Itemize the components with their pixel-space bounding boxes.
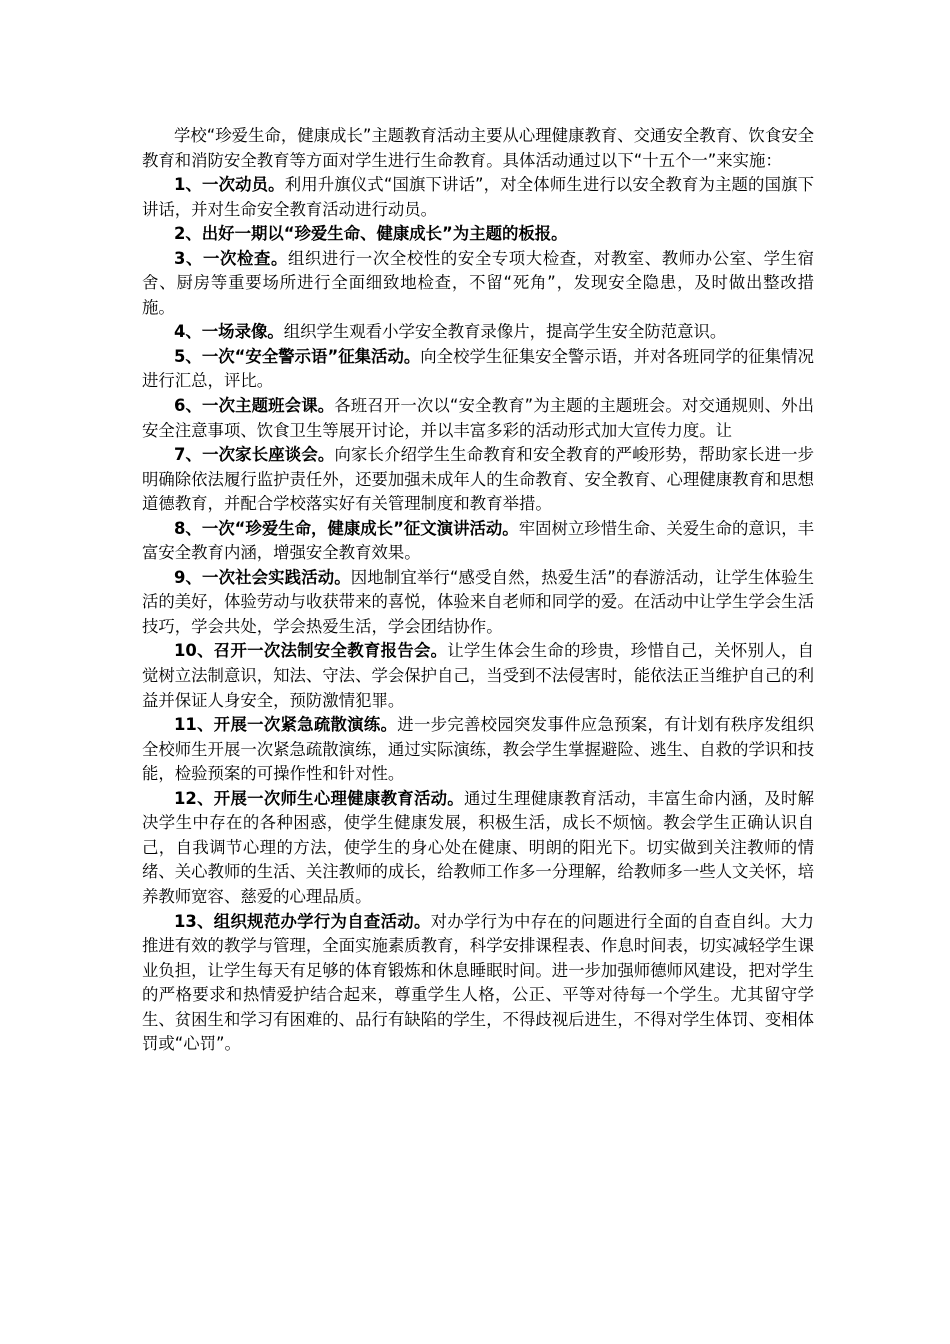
item-heading: 11、开展一次紧急疏散演练。 [174,715,398,735]
intro-paragraph: 学校“珍爱生命，健康成长”主题教育活动主要从心理健康教育、交通安全教育、饮食安全教育和消防安全教育等方面对学生进行生命教育。具体活动通过以下“十五个一”来实施： [142,126,814,170]
item-heading: 5、一次“安全警示语”征集活动。 [174,346,421,366]
list-item [142,320,814,345]
item-heading: 7、一次家长座谈会。 [174,445,335,465]
item-heading: 8、一次“珍爱生命，健康成长”征文演讲活动。 [174,518,519,538]
item-body: 利用升旗仪式“国旗下讲话”，对全体师生进行以安全教育为主题的国旗下讲话，并对生命安全教育活动进行动员。 [142,175,815,219]
list-item [142,345,814,394]
list-item [142,222,814,247]
item-body: 因地制宜举行“感受自然，热爱生活”的春游活动，让学生体验生活的美好，体验劳动与收获带来的喜悦，体验来自老师和同学的爱。在活动中让学生学会生活技巧，学会共处，学会热爱生活，学会团结协作。 [142,567,815,636]
list-item [142,247,814,321]
list-item [142,173,814,222]
list-item [142,566,814,640]
item-body: 对办学行为中存在的问题进行全面的自查自纠。大力推进有效的教学与管理，全面实施素质教育，科学安排课程表、作息时间表，切实减轻学生课业负担，让学生每天有足够的体育锻炼和休息睡眠时间。进一步加强师德师风建设，把对学生的严格要求和热情爱护结合起来，尊重学生人格，公正、平等对待每一个学生。尤其留守学生、贫困生和学习有困难的、品行有缺陷的学生，不得歧视后进生，不得对学生体罚、变相体罚或“心罚”。 [142,911,815,1054]
list-item [142,443,814,517]
document-page [142,124,814,1057]
item-body: 组织学生观看小学安全教育录像片，提高学生安全防范意识。 [283,322,727,342]
item-heading: 13、组织规范办学行为自查活动。 [174,911,431,931]
item-heading: 10、召开一次法制安全教育报告会。 [174,641,448,661]
item-body: 向全校学生征集安全警示语，并对各班同学的征集情况进行汇总，评比。 [142,346,815,391]
item-body: 通过生理健康教育活动，丰富生命内涵，及时解决学生中存在的各种困惑，使学生健康发展，积极生活，成长不烦恼。教会学生正确认识自己，自我调节心理的方法，使学生的身心处在健康、明朗的阳光下。切实做到关注教师的情绪、关心教师的生活、关注教师的成长，给教师工作多一分理解，给教师多一些人文关怀，培养教师宽容、慈爱的心理品质。 [142,788,815,906]
item-body: 各班召开一次以“安全教育”为主题的主题班会。对交通规则、外出安全注意事项、饮食卫生等展开讨论，并以丰富多彩的活动形式加大宣传力度。让 [142,396,815,440]
item-heading: 3、一次检查。 [174,248,288,268]
list-item [142,787,814,910]
item-heading: 2、出好一期以“珍爱生命、健康成长”为主题的板报。 [174,224,568,244]
item-body: 让学生体会生命的珍贵，珍惜自己，关怀别人，自觉树立法制意识，知法、守法、学会保护自己，当受到不法侵害时，能依法正当维护自己的利益并保证人身安全，预防激情犯罪。 [142,641,815,710]
list-item [142,713,814,787]
item-body: 牢固树立珍惜生命、关爱生命的意识，丰富安全教育内涵，增强安全教育效果。 [142,518,815,563]
list-item [142,639,814,713]
item-body: 向家长介绍学生生命教育和安全教育的严峻形势，帮助家长进一步明确除依法履行监护责任外，还要加强未成年人的生命教育、安全教育、心理健康教育和思想道德教育，并配合学校落实好有关管理制度和教育举措。 [142,445,815,514]
list-item [142,517,814,566]
item-body: 组织进行一次全校性的安全专项大检查，对教室、教师办公室、学生宿舍、厨房等重要场所进行全面细致地检查，不留“死角”，发现安全隐患，及时做出整改措施。 [142,248,814,317]
item-heading: 4、一场录像。 [174,322,284,342]
item-heading: 1、一次动员。 [174,175,285,195]
list-item [142,394,814,443]
item-heading: 12、开展一次师生心理健康教育活动。 [174,788,464,808]
list-item [142,910,814,1057]
item-heading: 6、一次主题班会课。 [174,396,335,416]
item-heading: 9、一次社会实践活动。 [174,567,351,587]
item-body: 进一步完善校园突发事件应急预案，有计划有秩序发组织全校师生开展一次紧急疏散演练，通过实际演练，教会学生掌握避险、逃生、自救的学识和技能，检验预案的可操作性和针对性。 [142,715,815,784]
